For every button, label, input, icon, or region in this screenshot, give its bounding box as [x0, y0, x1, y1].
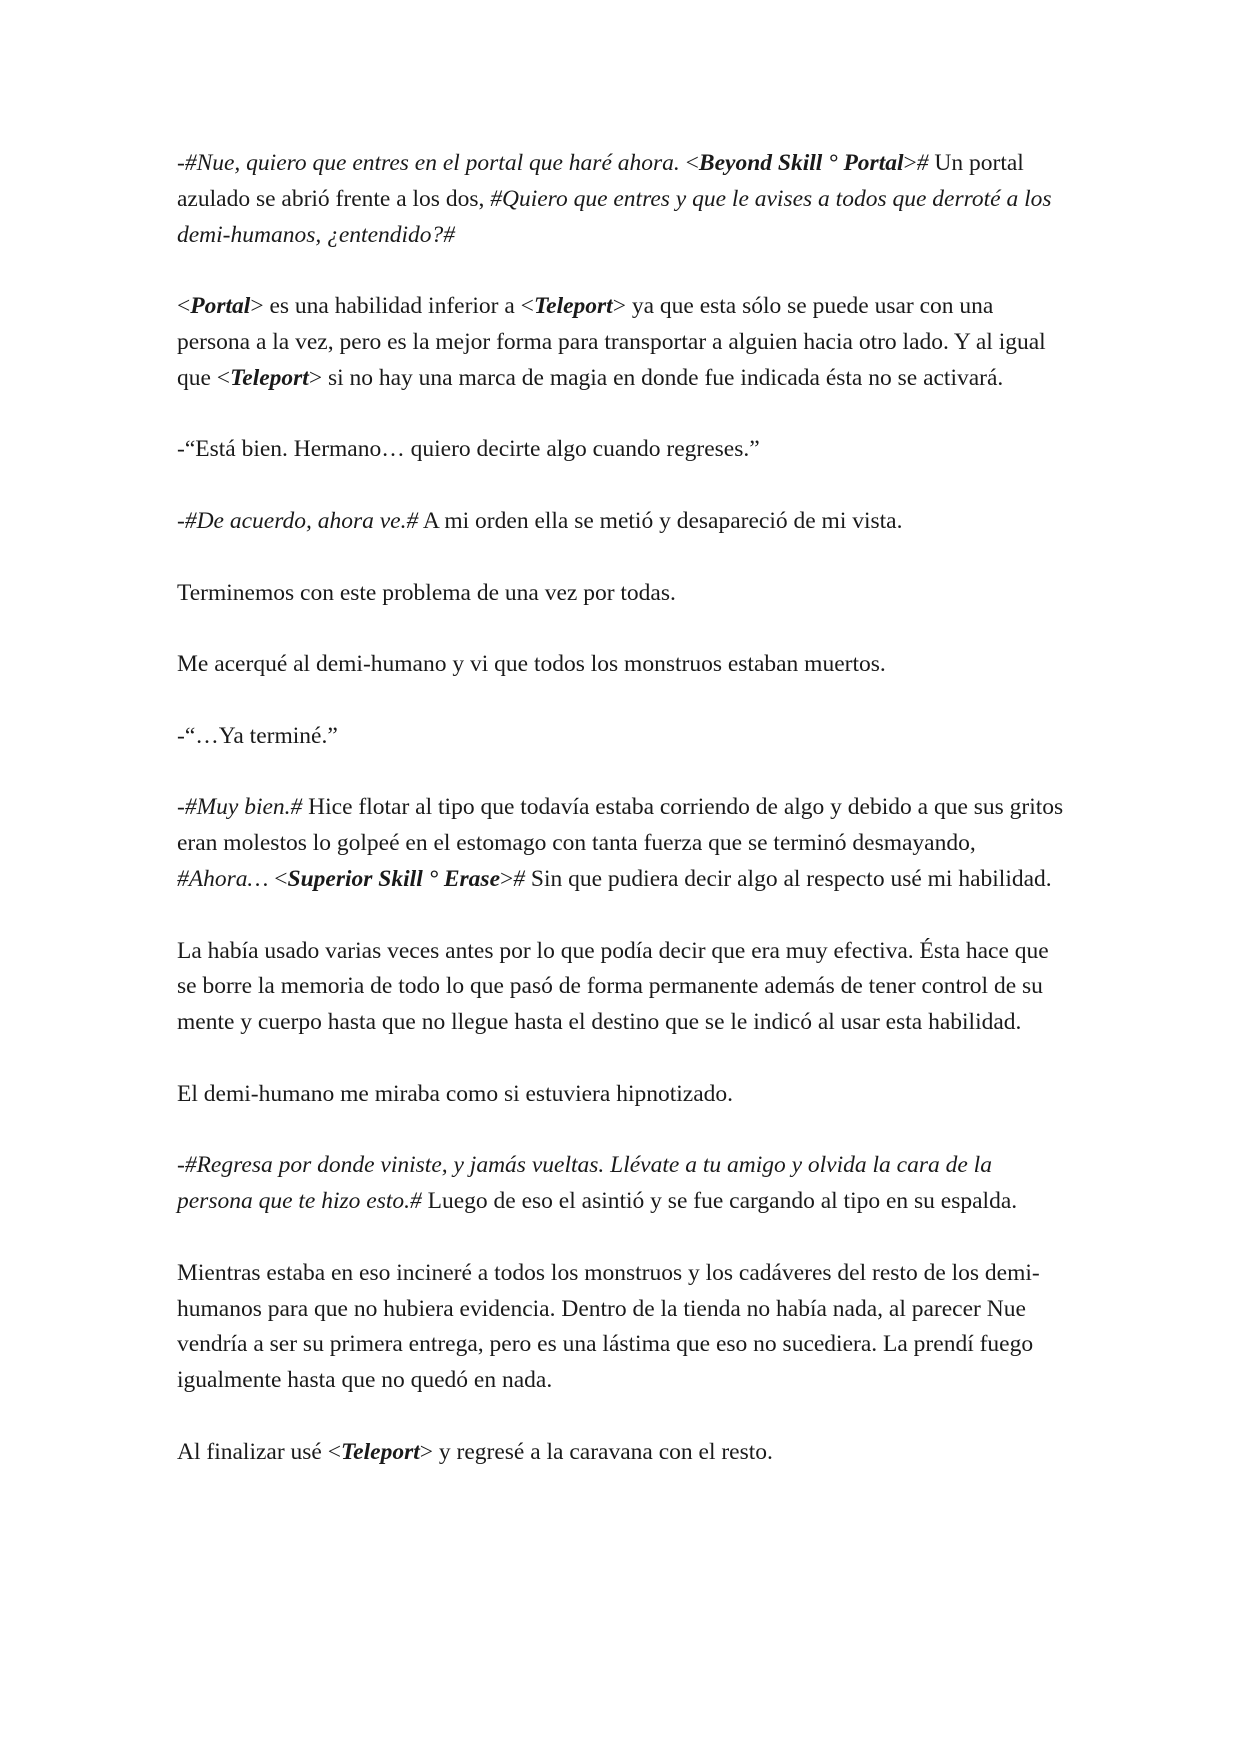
italic-speech-run: -#Regresa por donde viniste, y jamás vueltas. Llévate a tu amigo y olvida la cara de la persona que te hizo esto.# — [177, 1152, 992, 1215]
paragraph — [177, 790, 1067, 897]
skill-name-run: Superior Skill ° Erase — [287, 865, 501, 892]
paragraph — [177, 504, 1067, 540]
text-run: Sin que pudiera decir algo al respecto usé mi habilidad. — [525, 865, 1052, 892]
italic-speech-run: # — [916, 150, 929, 176]
text-run: < — [685, 150, 699, 176]
text-run: La había usado varias veces antes por lo que podía decir que era muy efectiva. Ésta hace que se borre la memoria de todo lo que pasó de forma permanente además de tener control de su mente y cuerpo hasta que no llegue hasta el destino que se le indicó al usar esta habilidad. — [177, 937, 1049, 1036]
italic-speech-run: -#Muy bien.# — [177, 794, 303, 821]
skill-name-run: Teleport — [230, 364, 309, 391]
text-run: Al finalizar usé < — [177, 1438, 341, 1465]
text-run: > — [903, 150, 917, 176]
paragraph — [177, 576, 1067, 612]
text-run: Me acerqué al demi-humano y vi que todos los monstruos estaban muertos. — [177, 651, 886, 678]
text-run: Mientras estaba en eso incineré a todos los monstruos y los cadáveres del resto de los demi-humanos para que no hubiera evidencia. Dentro de la tienda no había nada, al parecer Nue vendría a ser su primera entrega, pero es una lástima que eso no sucediera. La prendí fuego igualmente hasta que no quedó en nada. — [177, 1259, 1040, 1394]
paragraph — [177, 934, 1067, 1041]
paragraph — [177, 647, 1067, 683]
document-body — [177, 146, 1067, 1506]
text-run: < — [177, 293, 191, 320]
text-run: Terminemos con este problema de una vez por todas. — [177, 579, 676, 606]
text-run: > — [500, 865, 514, 892]
text-run: > si no hay una marca de magia en donde fue indicada ésta no se activará. — [308, 364, 1004, 391]
skill-name-run: Teleport — [533, 293, 613, 320]
text-run: > es una habilidad inferior a < — [250, 293, 534, 320]
text-run: < — [274, 865, 288, 892]
paragraph — [177, 432, 1067, 468]
italic-speech-run: # — [513, 865, 526, 892]
text-run: Un portal azulado se abrió frente a los dos, — [177, 150, 1024, 212]
text-run: A mi orden ella se metió y desapareció de mi vista. — [418, 507, 903, 534]
paragraph — [177, 1435, 1067, 1471]
italic-speech-run: -#De acuerdo, ahora ve.# — [177, 507, 419, 534]
paragraph — [177, 719, 1067, 755]
italic-speech-run: -#Nue, quiero que entres en el portal que haré ahora. — [177, 150, 686, 176]
paragraph — [177, 146, 1067, 253]
paragraph — [177, 1256, 1067, 1399]
text-run: > y regresé a la caravana con el resto. — [419, 1438, 773, 1465]
paragraph — [177, 1148, 1067, 1220]
text-run: Luego de eso el asintió y se fue cargando al tipo en su espalda. — [421, 1188, 1018, 1215]
skill-name-run: Portal — [190, 293, 251, 320]
text-run: El demi-humano me miraba como si estuviera hipnotizado. — [177, 1080, 734, 1107]
text-run: Hice flotar al tipo que todavía estaba corriendo de algo y debido a que sus gritos eran molestos lo golpeé en el estomago con tanta fuerza que se terminó desmayando, — [177, 794, 1064, 857]
skill-name-run: Teleport — [340, 1438, 420, 1465]
paragraph — [177, 289, 1067, 396]
italic-speech-run: #Quiero que entres y que le avises a todos que derroté a los demi-humanos, ¿entendido?# — [177, 185, 1052, 248]
text-run: > ya que esta sólo se puede usar con una persona a la vez, pero es la mejor forma para transportar a alguien hacia otro lado. Y al igual que < — [177, 293, 1046, 391]
text-run: -“…Ya terminé.” — [177, 722, 338, 749]
skill-name-run: Beyond Skill ° Portal — [698, 150, 904, 176]
italic-speech-run: #Ahora… — [177, 865, 275, 892]
text-run: -“Está bien. Hermano… quiero decirte algo cuando regreses.” — [177, 436, 760, 463]
paragraph — [177, 1077, 1067, 1113]
